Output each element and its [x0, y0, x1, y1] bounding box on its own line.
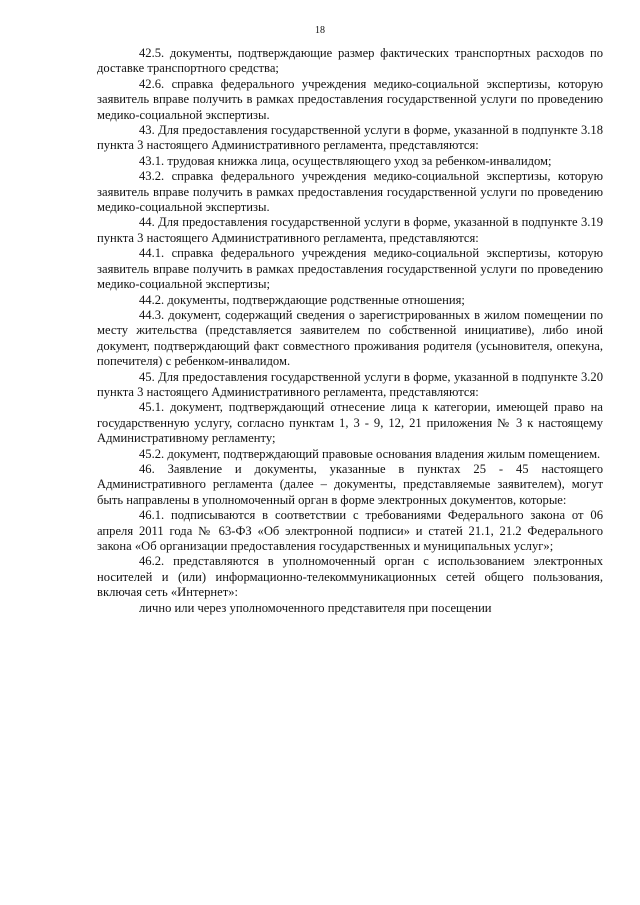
- paragraph-45-2: 45.2. документ, подтверждающий правовые основания владения жилым помещением.: [139, 446, 601, 461]
- paragraph-43-2: 43.2. справка федерального учреждения медико-социальной экспертизы, которую заявитель вправе получить в рамках предоставления государственной услуги по проведению медико-социальной экспертизы.: [97, 169, 603, 215]
- paragraph-42-6: 42.6. справка федерального учреждения медико-социальной экспертизы, которую заявитель вправе получить в рамках предоставления государственной услуги по проведению медико-социальной экспертизы.: [97, 76, 603, 122]
- paragraph-45-1: 45.1. документ, подтверждающий отнесение лица к категории, имеющей право на государственную услугу, согласно пунктам 1, 3 - 9, 12, 21 приложения № 3 к настоящему Административному регламенту;: [97, 400, 603, 446]
- paragraph-43-1: 43.1. трудовая книжка лица, осуществляющего уход за ребенком-инвалидом;: [139, 153, 552, 168]
- paragraph-46: 46. Заявление и документы, указанные в пунктах 25 - 45 настоящего Административного регламента (далее – документы, представляемые заявителем), могут быть направлены в уполномоченный орган в форме электронных документов, которые:: [97, 461, 603, 507]
- paragraph-continued: лично или через уполномоченного представителя при посещении: [139, 600, 492, 615]
- paragraph-44-1: 44.1. справка федерального учреждения медико-социальной экспертизы, которую заявитель вправе получить в рамках предоставления государственной услуги по проведению медико-социальной экспертизы;: [97, 246, 603, 292]
- paragraph-44: 44. Для предоставления государственной услуги в форме, указанной в подпункте 3.19 пункта 3 настоящего Административного регламента, представляются:: [97, 215, 603, 245]
- paragraph-46-2: 46.2. представляются в уполномоченный орган с использованием электронных носителей и (или) информационно-телекоммуникационных сетей общего пользования, включая сеть «Интернет»:: [97, 554, 603, 600]
- paragraph-44-3: 44.3. документ, содержащий сведения о зарегистрированных в жилом помещении по месту жительства (представляется заявителем по собственной инициативе), либо иной документ, подтверждающий факт совместного проживания родителя (усыновителя, опекуна, попечителя) с ребенком-инвалидом.: [97, 307, 603, 369]
- document-body: [97, 46, 603, 616]
- paragraph-45: 45. Для предоставления государственной услуги в форме, указанной в подпункте 3.20 пункта 3 настоящего Административного регламента, представляются:: [97, 369, 603, 399]
- page-number: 18: [315, 25, 325, 36]
- paragraph-44-2: 44.2. документы, подтверждающие родственные отношения;: [139, 292, 465, 307]
- paragraph-42-5: 42.5. документы, подтверждающие размер фактических транспортных расходов по доставке транспортного средства;: [97, 46, 603, 76]
- paragraph-46-1: 46.1. подписываются в соответствии с требованиями Федерального закона от 06 апреля 2011 года № 63-ФЗ «Об электронной подписи» и статей 21.1, 21.2 Федерального закона «Об организации предоставления государственных и муниципальных услуг»;: [97, 508, 603, 553]
- paragraph-43: 43. Для предоставления государственной услуги в форме, указанной в подпункте 3.18 пункта 3 настоящего Административного регламента, представляются:: [97, 123, 603, 153]
